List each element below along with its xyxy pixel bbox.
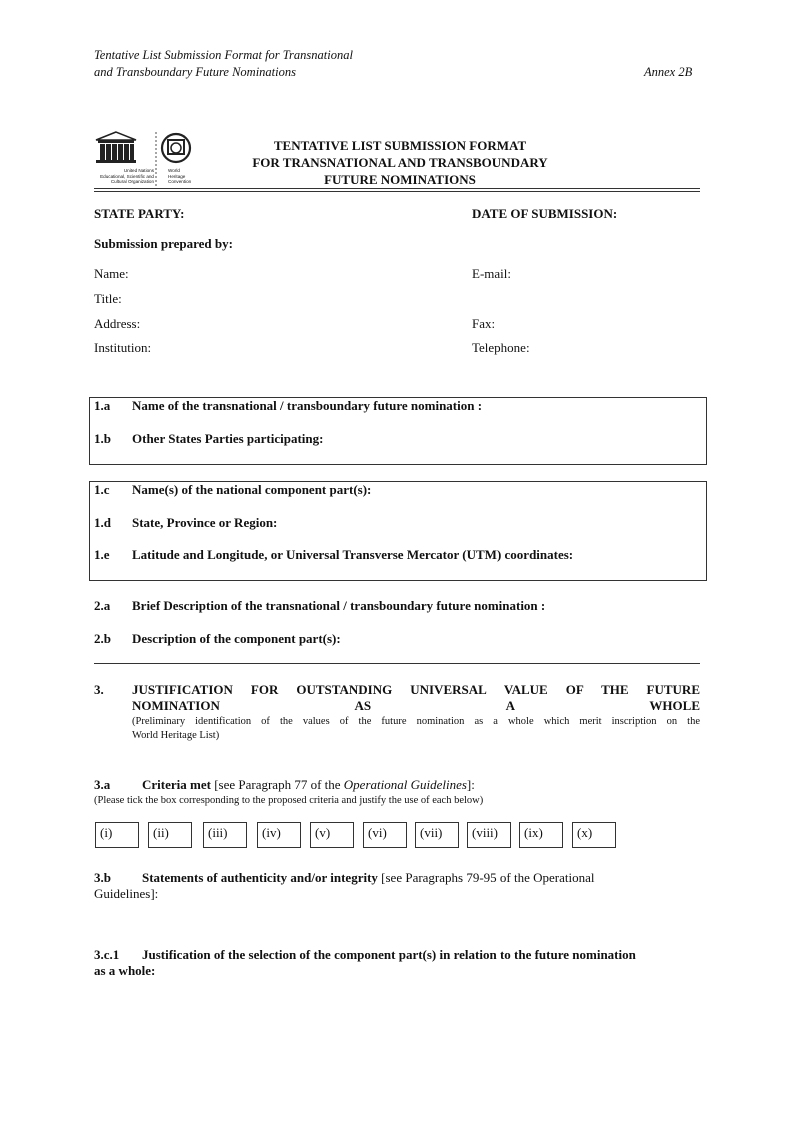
item-2a-label: Brief Description of the transnational / transboundary future nomination : [132, 598, 546, 613]
item-2a-number: 2.a [94, 598, 111, 613]
page-title: TENTATIVE LIST SUBMISSION FORMAT FOR TRANSNATIONAL AND TRANSBOUNDARY FUTURE NOMINATIONS [252, 138, 548, 187]
unesco-caption: United Nations Educational, Scientific and Cultural Organization [100, 168, 154, 184]
institution-field: Institution: [94, 340, 152, 355]
title-rule-top [94, 188, 700, 189]
unesco-whc-logo [94, 128, 204, 190]
item-1a-number: 1.a [94, 398, 111, 413]
annex-label: Annex 2B [644, 65, 693, 79]
item-1a-label: Name of the transnational / transboundary future nomination : [132, 398, 483, 413]
criterion-box-iii[interactable]: (iii) [203, 822, 247, 848]
item-3c1-number: 3.c.1 [94, 947, 120, 962]
section-3-note-line2: World Heritage List) [132, 730, 220, 741]
item-1d-number: 1.d [94, 515, 111, 530]
item-2b-number: 2.b [94, 631, 111, 646]
item-3c1-line2: as a whole: [94, 963, 156, 978]
item-3c1-line1: Justification of the selection of the component part(s) in relation to the future nomination [142, 947, 636, 962]
section-3-note-line1: (Preliminary identification of the values of the future nomination as a whole which merit inscription on the [132, 716, 700, 727]
criterion-box-viii[interactable]: (viii) [467, 822, 511, 848]
title-rule-bottom [94, 191, 700, 192]
criterion-box-ii[interactable]: (ii) [148, 822, 192, 848]
running-header-line1: Tentative List Submission Format for Transnational [94, 48, 353, 62]
item-2b-label: Description of the component part(s): [132, 631, 341, 646]
criteria-heading: Criteria met [see Paragraph 77 of the Operational Guidelines]: [142, 777, 475, 792]
title-field: Title: [94, 291, 122, 306]
item-1b-label: Other States Parties participating: [132, 431, 324, 446]
state-party-label: STATE PARTY: [94, 206, 185, 221]
email-field: E-mail: [472, 266, 511, 281]
criterion-box-iv[interactable]: (iv) [257, 822, 301, 848]
fax-field: Fax: [472, 316, 496, 331]
criterion-box-i[interactable]: (i) [95, 822, 139, 848]
item-1e-number: 1.e [94, 547, 110, 562]
section-3-heading-line2: NOMINATION AS A WHOLE [132, 698, 700, 713]
criterion-box-vi[interactable]: (vi) [363, 822, 407, 848]
section-3-heading-line1: JUSTIFICATION FOR OUTSTANDING UNIVERSAL VALUE OF THE FUTURE [132, 682, 700, 697]
item-3b-heading: Statements of authenticity and/or integrity [see Paragraphs 79-95 of the Operational [142, 870, 595, 885]
item-3b-ref-line2: Guidelines]: [94, 886, 159, 901]
item-3b-number: 3.b [94, 870, 111, 885]
section-3-number: 3. [94, 682, 104, 697]
criterion-box-x[interactable]: (x) [572, 822, 616, 848]
item-1c-label: Name(s) of the national component part(s): [132, 482, 372, 497]
prepared-by-label: Submission prepared by: [94, 236, 233, 251]
telephone-field: Telephone: [472, 340, 530, 355]
item-3a-number: 3.a [94, 777, 111, 792]
address-field: Address: [94, 316, 141, 331]
date-of-submission-label: DATE OF SUBMISSION: [472, 206, 618, 221]
running-header-line2: and Transboundary Future Nominations [94, 65, 296, 79]
item-1d-label: State, Province or Region: [132, 515, 278, 530]
whc-caption: World Heritage Convention [168, 168, 192, 184]
name-field: Name: [94, 266, 129, 281]
item-1e-label: Latitude and Longitude, or Universal Transverse Mercator (UTM) coordinates: [132, 547, 574, 562]
item-1b-number: 1.b [94, 431, 111, 446]
section-divider [94, 663, 700, 664]
criterion-box-vii[interactable]: (vii) [415, 822, 459, 848]
item-1c-number: 1.c [94, 482, 110, 497]
criterion-box-ix[interactable]: (ix) [519, 822, 563, 848]
criterion-box-v[interactable]: (v) [310, 822, 354, 848]
criteria-note: (Please tick the box corresponding to the proposed criteria and justify the use of each below) [94, 795, 484, 806]
